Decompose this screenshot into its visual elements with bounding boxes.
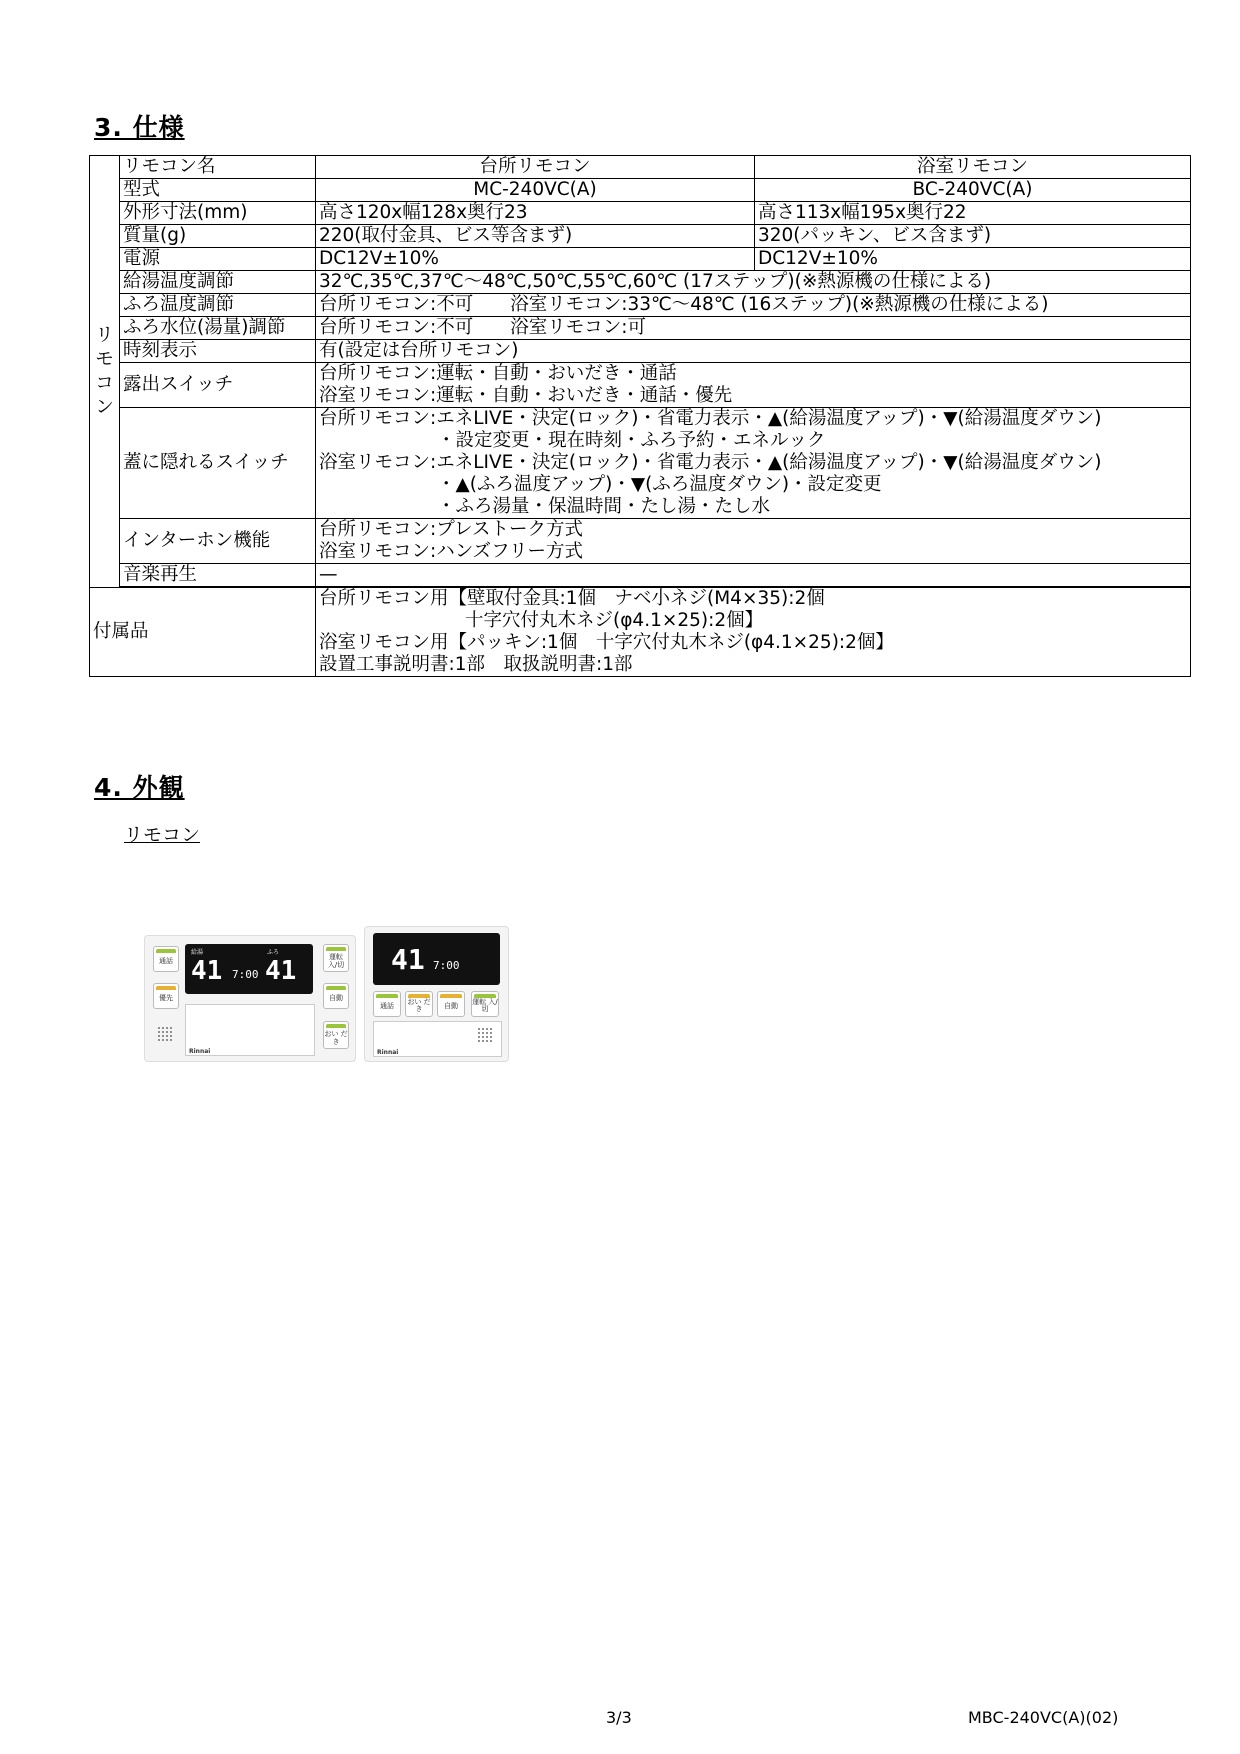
- speaker-grille: [157, 1026, 173, 1042]
- bath-display: 41 7:00: [373, 933, 500, 985]
- table-row: 給湯温度調節 32℃,35℃,37℃～48℃,50℃,55℃,60℃ (17ステップ)(※熱源機の仕様による): [90, 271, 1191, 294]
- table-row: 電源 DC12V±10% DC12V±10%: [90, 248, 1191, 271]
- header-kitchen: 台所リモコン: [316, 156, 755, 179]
- section4-title: 4. 外観: [94, 773, 185, 802]
- bath-reheat-button: おい だき: [405, 991, 433, 1017]
- bath-remote-image: [364, 926, 509, 1062]
- talk-button: 通話: [153, 946, 179, 972]
- table-row: 外形寸法(mm) 高さ120x幅128x奥行23 高さ113x幅195x奥行22: [90, 202, 1191, 225]
- table-row: 質量(g) 220(取付金具、ビス等含まず) 320(パッキン、ビス含まず): [90, 225, 1191, 248]
- side-label: リ モ コ ン: [90, 156, 120, 588]
- header-label: リモコン名: [120, 156, 316, 179]
- kitchen-remote-image: [144, 935, 356, 1062]
- table-row: 音楽再生 —: [90, 564, 1191, 587]
- section4-subtitle: リモコン: [124, 824, 201, 846]
- table-row: 蓋に隠れるスイッチ 台所リモコン:エネLIVE・決定(ロック)・省電力表示・▲(給湯温度アップ)・▼(給湯温度ダウン) ・設定変更・現在時刻・ふろ予約・エネルック 浴室リモコン:エネLIVE・決定(ロック)・省電力表示・▲(給湯温度アップ)・▼(給湯温度ダウン) ・▲(ふろ温度アップ)・▼(ふろ温度ダウン)・設定変更 ・ふろ湯量・保温時間・たし湯・たし水: [90, 408, 1191, 519]
- bath-brand-logo: Rinnai: [377, 1049, 399, 1056]
- kitchen-brand-logo: Rinnai: [189, 1048, 211, 1055]
- table-row: 付属品 台所リモコン用【壁取付金具:1個 ナベ小ネジ(M4×35):2個 十字穴付丸木ネジ(φ4.1×25):2個】 浴室リモコン用【パッキン:1個 十字穴付丸木ネジ(φ4.1×25):2個】 設置工事説明書:1部 取扱説明書:1部: [90, 588, 1191, 677]
- bath-run-button: 運転 入/切: [471, 991, 499, 1017]
- kitchen-display: 給湯 ふろ 41 7:00 41: [185, 944, 313, 994]
- bath-auto-button: 自動: [437, 991, 465, 1017]
- auto-button: 自動: [323, 983, 349, 1009]
- table-row: ふろ温度調節 台所リモコン:不可 浴室リモコン:33℃～48℃ (16ステップ)(※熱源機の仕様による): [90, 294, 1191, 317]
- priority-button: 優先: [153, 983, 179, 1009]
- table-row: [90, 156, 1191, 179]
- reheat-button: おい だき: [323, 1021, 349, 1049]
- run-button: 運転 入/切: [323, 944, 349, 972]
- bath-talk-button: 通話: [373, 991, 401, 1017]
- table-row: 時刻表示 有(設定は台所リモコン): [90, 340, 1191, 363]
- spec-table: [89, 155, 1191, 677]
- header-bath: 浴室リモコン: [755, 156, 1191, 179]
- table-row: ふろ水位(湯量)調節 台所リモコン:不可 浴室リモコン:可: [90, 317, 1191, 340]
- table-row: 露出スイッチ 台所リモコン:運転・自動・おいだき・通話 浴室リモコン:運転・自動・おいだき・通話・優先: [90, 363, 1191, 408]
- table-row: 型式 MC-240VC(A) BC-240VC(A): [90, 179, 1191, 202]
- section3-title: 3. 仕様: [94, 113, 185, 142]
- page-number: 3/3: [606, 1708, 632, 1727]
- document-id: MBC-240VC(A)(02): [968, 1708, 1119, 1727]
- bath-speaker-grille: [477, 1027, 493, 1043]
- table-row: インターホン機能 台所リモコン:プレストーク方式 浴室リモコン:ハンズフリー方式: [90, 519, 1191, 564]
